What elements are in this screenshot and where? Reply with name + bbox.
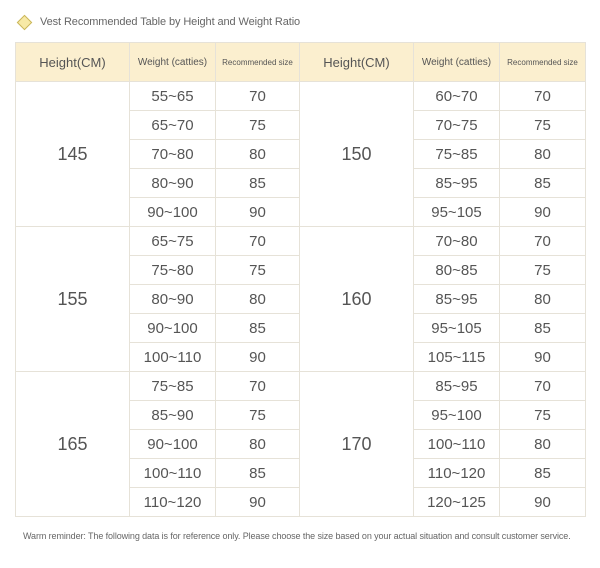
weight-cell-right: 70~80 (414, 227, 500, 256)
weight-cell-right: 110~120 (414, 459, 500, 488)
size-cell-right: 75 (500, 111, 586, 140)
weight-cell-right: 105~115 (414, 343, 500, 372)
table-row (16, 372, 586, 401)
size-recommendation-table (15, 42, 586, 517)
weight-cell-left: 110~120 (130, 488, 216, 517)
weight-cell-right: 75~85 (414, 140, 500, 169)
weight-cell-left: 100~110 (130, 459, 216, 488)
weight-cell-right: 85~95 (414, 169, 500, 198)
size-cell-right: 90 (500, 343, 586, 372)
header-recommended-right: Recommended size (500, 43, 586, 82)
size-cell-left: 75 (216, 256, 300, 285)
header-height-right: Height(CM) (300, 43, 414, 82)
diamond-icon (17, 14, 33, 30)
table-title-row (17, 13, 300, 31)
table-row (16, 82, 586, 111)
weight-cell-right: 120~125 (414, 488, 500, 517)
weight-cell-left: 90~100 (130, 314, 216, 343)
table-row (16, 227, 586, 256)
size-cell-left: 70 (216, 227, 300, 256)
weight-cell-right: 85~95 (414, 372, 500, 401)
weight-cell-left: 90~100 (130, 198, 216, 227)
size-cell-left: 85 (216, 459, 300, 488)
size-cell-left: 70 (216, 82, 300, 111)
header-height-left: Height(CM) (16, 43, 130, 82)
size-cell-right: 70 (500, 227, 586, 256)
size-cell-left: 75 (216, 401, 300, 430)
size-cell-left: 80 (216, 285, 300, 314)
height-cell-left: 165 (16, 372, 130, 517)
size-cell-right: 70 (500, 372, 586, 401)
size-cell-left: 85 (216, 314, 300, 343)
weight-cell-left: 65~75 (130, 227, 216, 256)
size-cell-left: 75 (216, 111, 300, 140)
weight-cell-left: 80~90 (130, 285, 216, 314)
weight-cell-left: 90~100 (130, 430, 216, 459)
header-row (16, 43, 586, 82)
size-cell-right: 75 (500, 256, 586, 285)
weight-cell-right: 85~95 (414, 285, 500, 314)
height-cell-right: 150 (300, 82, 414, 227)
warm-reminder-footnote: Warm reminder: The following data is for reference only. Please choose the size based on your actual situation and consult customer service. (23, 531, 571, 541)
size-cell-right: 75 (500, 401, 586, 430)
size-cell-left: 80 (216, 140, 300, 169)
size-cell-right: 80 (500, 140, 586, 169)
weight-cell-right: 95~105 (414, 198, 500, 227)
weight-cell-left: 75~85 (130, 372, 216, 401)
weight-cell-right: 95~100 (414, 401, 500, 430)
header-recommended-left: Recommended size (216, 43, 300, 82)
weight-cell-left: 100~110 (130, 343, 216, 372)
header-weight-right: Weight (catties) (414, 43, 500, 82)
height-cell-right: 160 (300, 227, 414, 372)
table-body (16, 82, 586, 517)
size-cell-left: 85 (216, 169, 300, 198)
weight-cell-right: 95~105 (414, 314, 500, 343)
height-cell-left: 145 (16, 82, 130, 227)
size-cell-left: 90 (216, 198, 300, 227)
weight-cell-left: 80~90 (130, 169, 216, 198)
weight-cell-left: 75~80 (130, 256, 216, 285)
size-cell-right: 80 (500, 285, 586, 314)
size-cell-left: 70 (216, 372, 300, 401)
height-cell-left: 155 (16, 227, 130, 372)
size-cell-right: 85 (500, 169, 586, 198)
weight-cell-right: 80~85 (414, 256, 500, 285)
height-cell-right: 170 (300, 372, 414, 517)
weight-cell-left: 55~65 (130, 82, 216, 111)
table-title: Vest Recommended Table by Height and Weight Ratio (40, 16, 301, 28)
weight-cell-right: 70~75 (414, 111, 500, 140)
size-cell-right: 70 (500, 82, 586, 111)
size-cell-left: 90 (216, 343, 300, 372)
size-cell-right: 90 (500, 198, 586, 227)
weight-cell-right: 100~110 (414, 430, 500, 459)
size-cell-left: 90 (216, 488, 300, 517)
size-cell-right: 90 (500, 488, 586, 517)
size-cell-right: 85 (500, 314, 586, 343)
size-cell-left: 80 (216, 430, 300, 459)
size-cell-right: 80 (500, 430, 586, 459)
weight-cell-left: 70~80 (130, 140, 216, 169)
weight-cell-left: 65~70 (130, 111, 216, 140)
weight-cell-right: 60~70 (414, 82, 500, 111)
weight-cell-left: 85~90 (130, 401, 216, 430)
size-cell-right: 85 (500, 459, 586, 488)
header-weight-left: Weight (catties) (130, 43, 216, 82)
